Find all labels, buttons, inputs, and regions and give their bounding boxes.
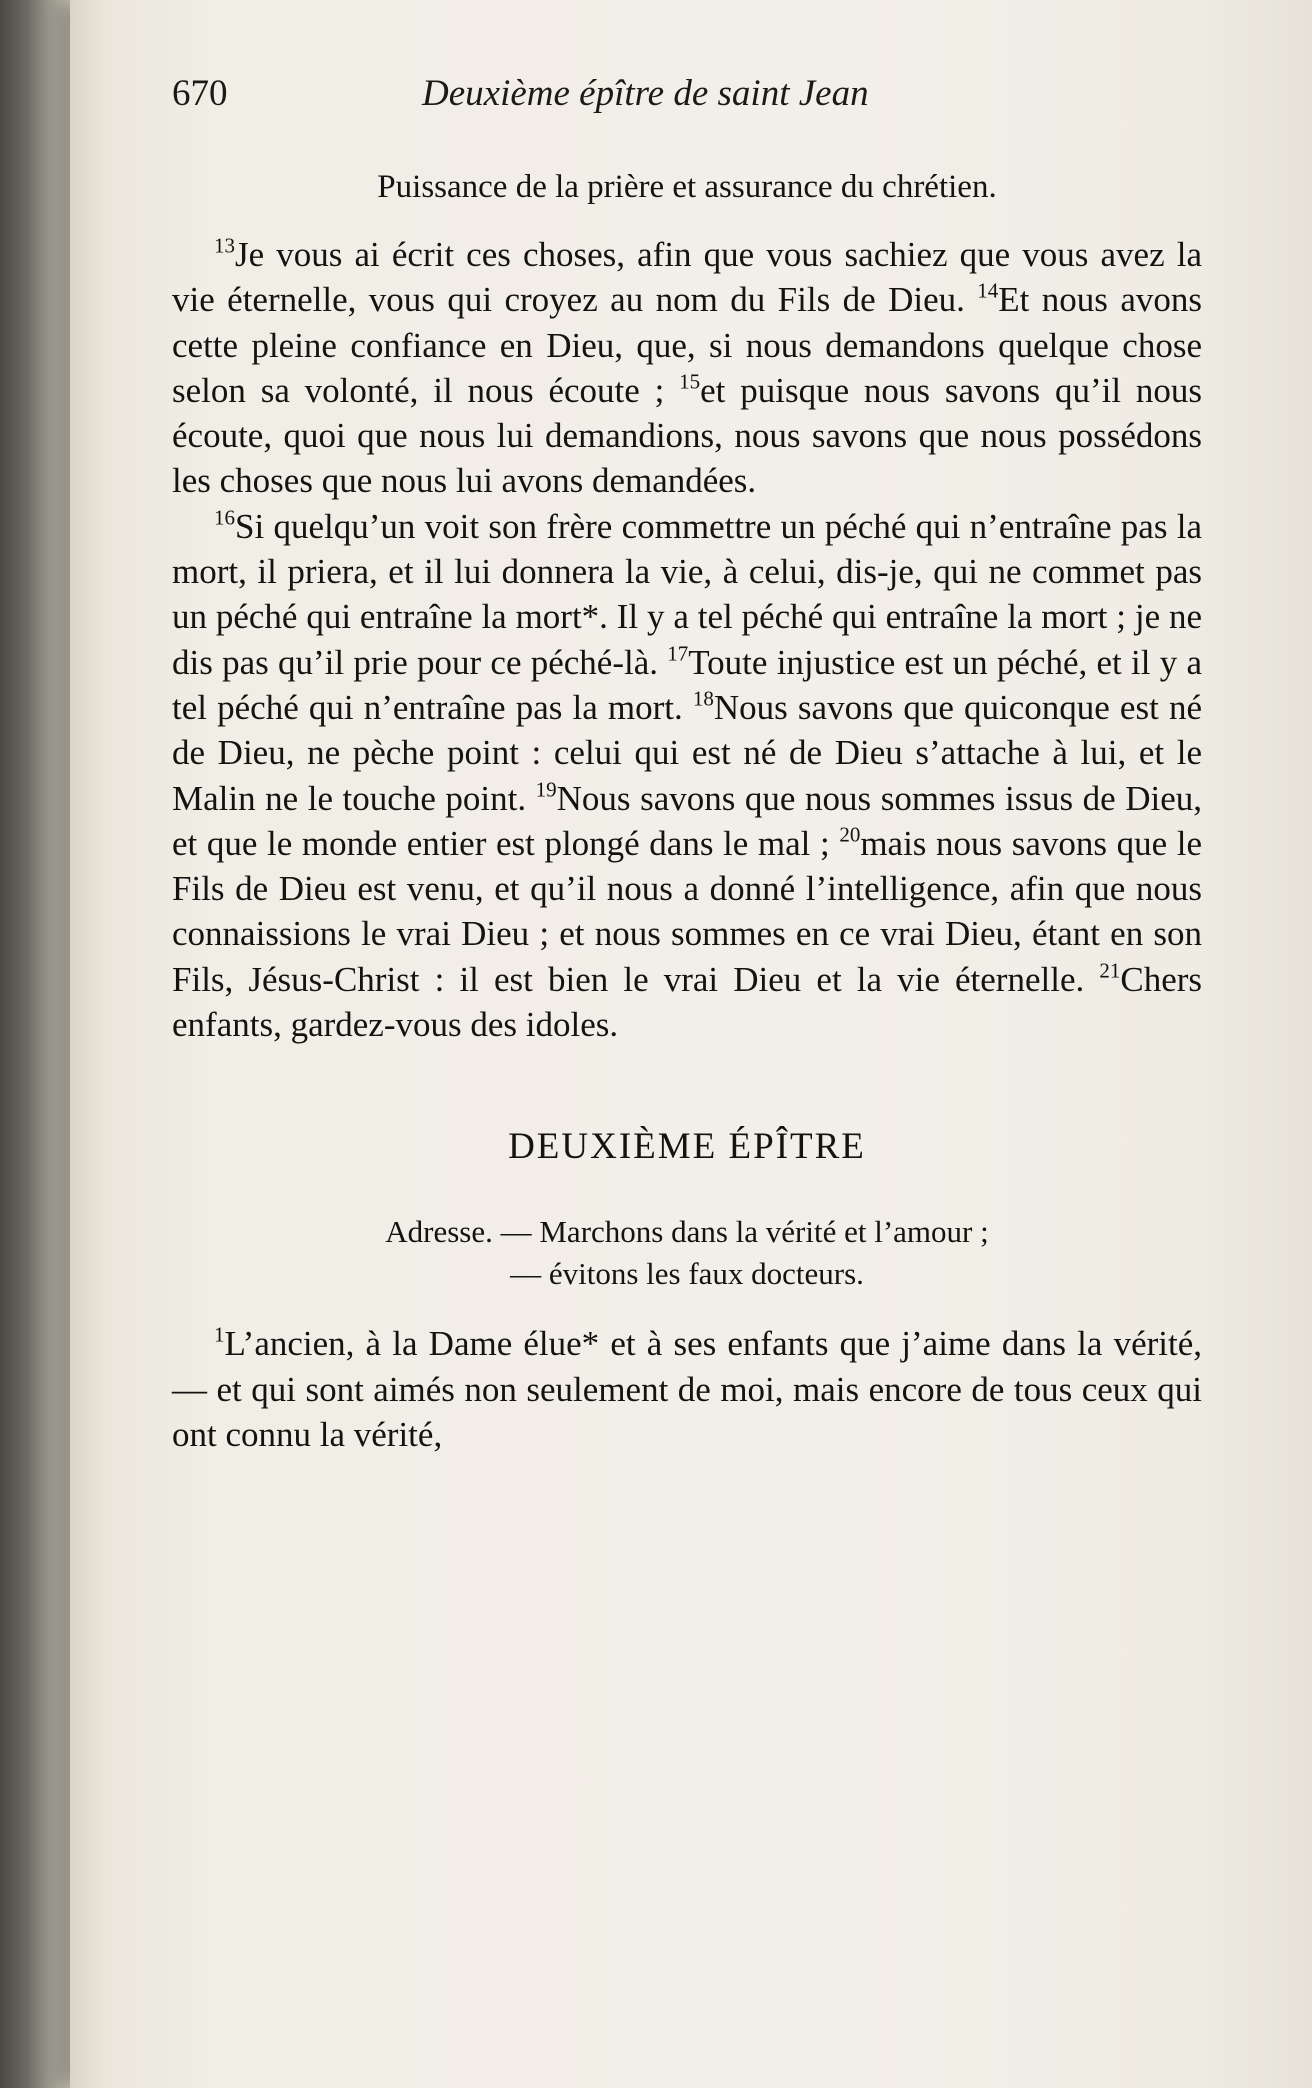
verse-number: 16 bbox=[214, 505, 235, 530]
verse-text: et puisque nous savons qu’il nous écoute, quoi que nous lui demandions, nous savons que nous possédons les choses que nous lui avons demandées. bbox=[172, 370, 1203, 501]
verse-text: Si quelqu’un voit son frère commettre un péché qui n’entraîne pas la mort, il priera, et il lui donnera la vie, à celui, dis-je, qui ne commet pas un péché qui entraîne la mort*. Il y a tel péché qui entraîne la mort ; je ne dis pas qu’il prie pour ce péché-là. bbox=[172, 506, 1202, 682]
paragraph bbox=[172, 504, 1202, 1048]
book-spine-shadow bbox=[0, 0, 70, 2088]
section-heading: Puissance de la prière et assurance du chrétien. bbox=[377, 169, 997, 205]
verse-text: Toute injustice est un péché, et il y a tel péché qui n’entraîne pas la mort. bbox=[172, 642, 1202, 727]
verse-number: 13 bbox=[214, 233, 235, 258]
verse-text: L’ancien, à la Dame élue* et à ses enfants que j’aime dans la vérité, — et qui sont aimés non seulement de moi, mais encore de tous ceux qui ont connu la vérité, bbox=[172, 1324, 1202, 1454]
verse-number: 18 bbox=[692, 686, 714, 711]
verse-number: 19 bbox=[535, 776, 557, 801]
book-page bbox=[70, 0, 1312, 2088]
verse-text: Nous savons que nous sommes issus de Dieu, et que le monde entier est plongé dans le mal ; bbox=[172, 778, 1202, 863]
verse-number: 21 bbox=[1099, 958, 1121, 983]
epistle-subheading bbox=[172, 1211, 1202, 1295]
verse-text: mais nous savons que le Fils de Dieu est venu, et qu’il nous a donné l’intelligence, afin que nous connaissions le vrai Dieu ; et nous sommes en ce vrai Dieu, étant en son Fils, Jésus-Christ : il est bien le vrai Dieu et la vie éternelle. bbox=[172, 823, 1202, 999]
verse-text: Je vous ai écrit ces choses, afin que vous sachiez que vous avez la vie éternelle, vous qui croyez au nom du Fils de Dieu. bbox=[172, 235, 1202, 320]
running-title: Deuxième épître de saint Jean bbox=[422, 73, 869, 114]
page-header bbox=[172, 72, 1072, 122]
page-number: 670 bbox=[172, 73, 228, 114]
verse-number: 15 bbox=[679, 369, 701, 394]
verse-number: 17 bbox=[667, 641, 689, 666]
subheading-line: Adresse. — Marchons dans la vérité et l’amour ; bbox=[385, 1214, 989, 1250]
verse-number: 1 bbox=[214, 1322, 225, 1347]
verse-text: Nous savons que quiconque est né de Dieu, ne pèche point : celui qui est né de Dieu s’attache à lui, et le Malin ne le touche point. bbox=[172, 687, 1202, 818]
epistle-title: DEUXIÈME ÉPÎTRE bbox=[508, 1126, 866, 1168]
verse-number: 20 bbox=[839, 822, 861, 847]
paragraph bbox=[172, 1321, 1202, 1457]
text-block bbox=[172, 164, 1202, 1457]
verse-number: 14 bbox=[977, 278, 999, 303]
verse-text: Et nous avons cette pleine confiance en Dieu, que, si nous demandons quelque chose selon sa volonté, il nous écoute ; bbox=[172, 280, 1202, 410]
subheading-line: — évitons les faux docteurs. bbox=[510, 1256, 864, 1292]
paragraph bbox=[172, 232, 1202, 504]
verse-text: Chers enfants, gardez-vous des idoles. bbox=[172, 959, 1202, 1045]
